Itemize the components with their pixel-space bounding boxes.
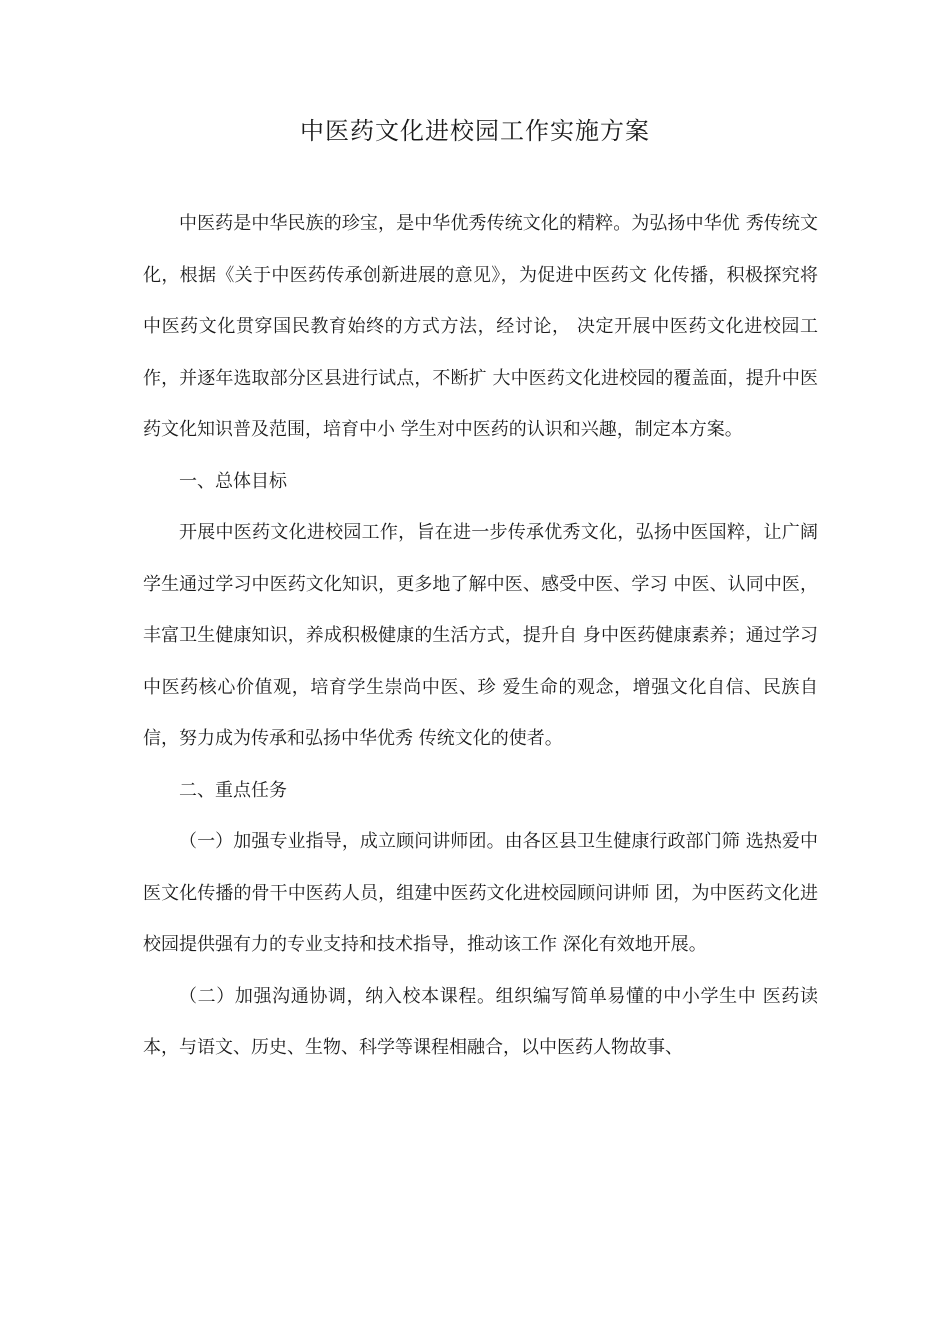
section-heading-key-tasks: 二、重点任务 xyxy=(179,779,287,801)
task-2-paragraph: （二）加强沟通协调，纳入校本课程。组织编写简单易懂的中小学生中 医药读本，与语文、历史、生物、科学等课程相融合，以中医药人物故事、 xyxy=(143,985,818,1058)
overall-goal-paragraph: 开展中医药文化进校园工作，旨在进一步传承优秀文化，弘扬中医国粹，让广阔学生通过学习中医药文化知识，更多地了解中医、感受中医、学习 中医、认同中医，丰富卫生健康知识，养成积极健康的生活方式，提升自 身中医药健康素养；通过学习中医药核心价值观，培育学生崇尚中医、珍 爱生命的观念，增强文化自信、民族自信，努力成为传承和弘扬中华优秀 传统文化的使者。 xyxy=(143,522,818,749)
section-heading-overall-goal: 一、总体目标 xyxy=(179,470,287,492)
task-1-paragraph: （一）加强专业指导，成立顾问讲师团。由各区县卫生健康行政部门筛 选热爱中医文化传播的骨干中医药人员，组建中医药文化进校园顾问讲师 团，为中医药文化进校园提供强有力的专业支持和技术指导，推动该工作 深化有效地开展。 xyxy=(143,831,818,955)
intro-paragraph: 中医药是中华民族的珍宝，是中华优秀传统文化的精粹。为弘扬中华优 秀传统文化，根据《关于中医药传承创新进展的意见》，为促进中医药文 化传播，积极探究将中医药文化贯穿国民教育始终的方式方法，经讨论， 决定开展中医药文化进校园工作，并逐年选取部分区县进行试点，不断扩 大中医药文化进校园的覆盖面，提升中医药文化知识普及范围，培育中小 学生对中医药的认识和兴趣，制定本方案。 xyxy=(143,213,818,440)
document-body xyxy=(143,198,818,1074)
document-title: 中医药文化进校园工作实施方案 xyxy=(300,117,650,145)
